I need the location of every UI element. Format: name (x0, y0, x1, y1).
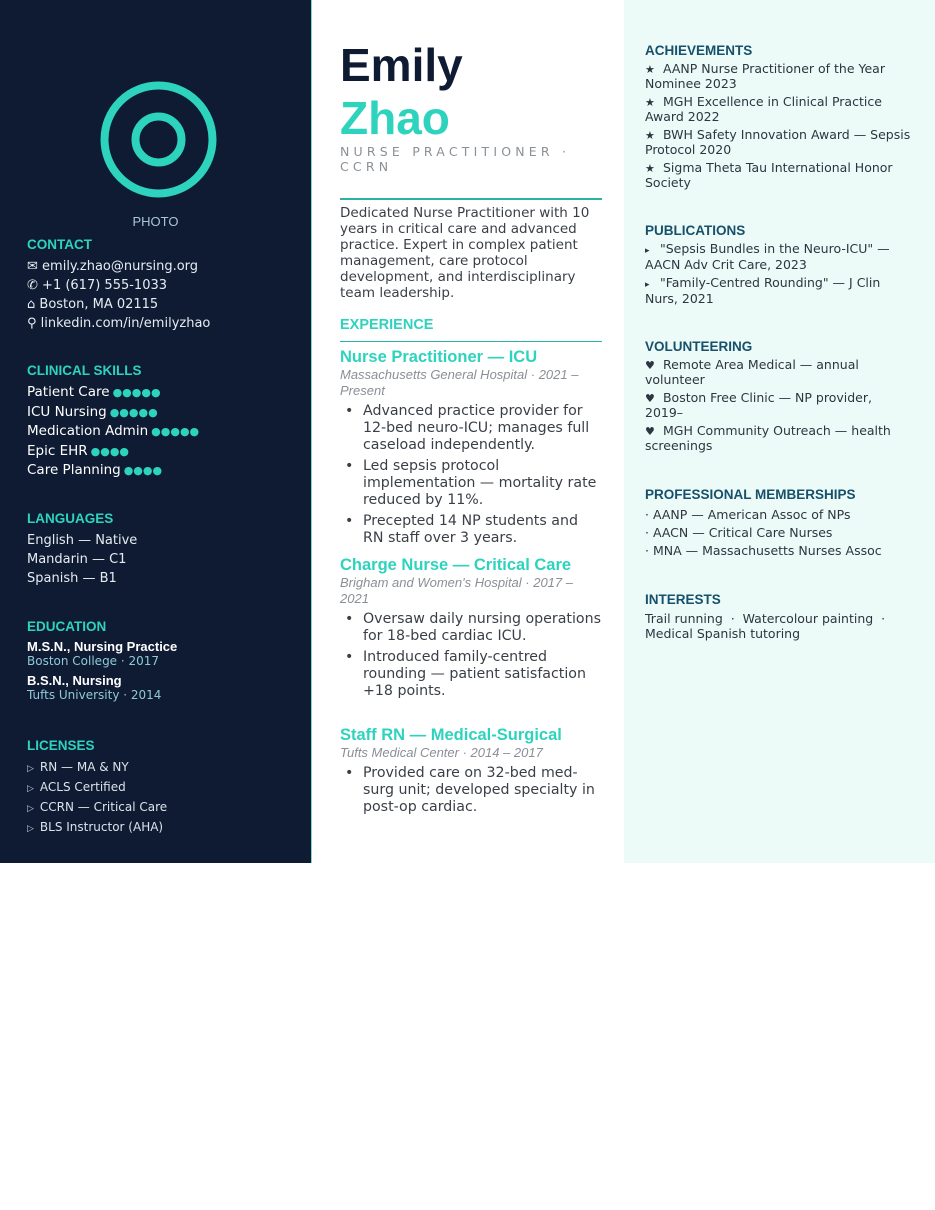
membership-item: · AACN — Critical Care Nurses (645, 525, 833, 540)
skill-item (27, 383, 297, 403)
sidebar (0, 0, 311, 863)
job-entry (340, 347, 602, 551)
triangle-right-icon: ▷ (27, 764, 34, 774)
skill-level-dots: ●●●●● (151, 425, 200, 438)
education-degree: B.S.N., Nursing (27, 673, 122, 688)
achievement-text: AANP Nurse Practitioner of the Year Nominee 2023 (645, 61, 885, 91)
education-heading: EDUCATION (27, 619, 107, 634)
heart-icon: ♥ (645, 425, 655, 438)
job-bullet: • Introduced family-centred rounding — patient satisfaction +18 points. (340, 649, 602, 700)
job-bullets (340, 403, 602, 547)
publication-text: "Sepsis Bundles in the Neuro-ICU" — AACN Adv Crit Care, 2023 (645, 241, 890, 272)
licenses-section (27, 738, 297, 838)
photo-placeholder-icon (99, 80, 218, 199)
achievement-text: MGH Excellence in Clinical Practice Award 2022 (645, 94, 882, 124)
star-icon: ★ (645, 96, 655, 109)
job-role: Charge Nurse — Critical Care (340, 556, 572, 574)
contact-location (27, 295, 297, 314)
skill-level-dots: ●●●● (123, 464, 163, 477)
license-text: CCRN — Critical Care (39, 800, 168, 814)
contact-email[interactable] (27, 257, 297, 276)
job-entry (340, 555, 602, 704)
skill-level-dots: ●●●●● (112, 386, 161, 399)
skill-name: Medication Admin (27, 423, 149, 439)
volunteering-item (645, 391, 911, 420)
heart-icon: ♥ (645, 359, 655, 372)
membership-item: · MNA — Massachusetts Nurses Assoc (645, 543, 882, 558)
job-bullets (340, 611, 602, 700)
right-column (624, 0, 935, 863)
email-icon: ✉ (27, 259, 38, 274)
contact-phone-text: +1 (617) 555-1033 (42, 278, 168, 293)
contact-section (27, 237, 297, 333)
licenses-heading: LICENSES (27, 738, 95, 753)
education-school: Tufts University · 2014 (27, 688, 162, 702)
achievement-text: BWH Safety Innovation Award — Sepsis Protocol 2020 (645, 127, 911, 157)
contact-linkedin[interactable] (27, 314, 297, 333)
skill-level-dots: ●●●●● (109, 405, 158, 419)
achievement-item (645, 62, 911, 91)
job-organization: Brigham and Women's Hospital · 2017 – 2021 (340, 575, 573, 606)
skill-item (27, 422, 297, 442)
membership-item: · AANP — American Assoc of NPs (645, 507, 851, 522)
publication-item (645, 276, 911, 306)
contact-location-text: Boston, MA 02115 (39, 297, 159, 312)
job-role: Nurse Practitioner — ICU (340, 348, 538, 366)
memberships-section (645, 487, 911, 560)
skill-item (27, 442, 297, 462)
summary-text: Dedicated Nurse Practitioner with 10 years in critical care and advanced practice. Expert in complex patient management, care protocol development, and interdisciplinary team leadership. (340, 205, 590, 301)
job-title: NURSE PRACTITIONER · CCRN (340, 144, 571, 174)
job-bullets (340, 765, 602, 816)
skills-heading: CLINICAL SKILLS (27, 363, 142, 378)
job-bullet: • Precepted 14 NP students and RN staff over 3 years. (340, 513, 602, 547)
experience-heading: EXPERIENCE (340, 317, 602, 342)
interests-text: Trail running · Watercolour painting · Medical Spanish tutoring (645, 611, 894, 641)
achievements-heading: ACHIEVEMENTS (645, 43, 753, 58)
interests-heading: INTERESTS (645, 592, 721, 607)
phone-icon: ✆ (27, 278, 38, 293)
triangle-right-icon: ▷ (27, 824, 34, 834)
job-organization: Tufts Medical Center · 2014 – 2017 (340, 745, 543, 760)
education-degree: M.S.N., Nursing Practice (27, 639, 178, 654)
main-column (311, 0, 624, 863)
home-icon: ⌂ (27, 297, 36, 312)
languages-heading: LANGUAGES (27, 511, 114, 526)
languages-section (27, 511, 297, 588)
title-divider (340, 198, 602, 200)
skill-level-dots: ●●●● (90, 444, 130, 458)
job-bullet: • Provided care on 32-bed med-surg unit; developed specialty in post-op cardiac. (340, 765, 602, 816)
license-item (27, 798, 297, 818)
triangle-right-icon: ▸ (645, 280, 650, 290)
volunteering-item (645, 358, 911, 387)
skill-item (27, 461, 297, 481)
license-item (27, 818, 297, 838)
photo-label: PHOTO (132, 214, 179, 229)
license-item (27, 758, 297, 778)
memberships-heading: PROFESSIONAL MEMBERSHIPS (645, 487, 856, 502)
contact-linkedin-text: linkedin.com/in/emilyzhao (40, 316, 211, 331)
volunteering-item (645, 424, 911, 453)
publications-heading: PUBLICATIONS (645, 223, 746, 238)
skill-item (27, 403, 297, 423)
publication-item (645, 242, 911, 272)
skills-section (27, 363, 297, 481)
language-item: Spanish — B1 (27, 571, 117, 586)
triangle-right-icon: ▷ (27, 784, 34, 794)
job-organization: Massachusetts General Hospital · 2021 – Present (340, 367, 579, 398)
contact-email-text: emily.zhao@nursing.org (42, 259, 199, 274)
last-name: Zhao (340, 92, 450, 144)
publication-text: "Family-Centred Rounding" — J Clin Nurs, 2021 (645, 275, 881, 306)
contact-heading: CONTACT (27, 237, 92, 252)
achievement-text: Sigma Theta Tau International Honor Society (645, 160, 893, 190)
skill-name: Care Planning (27, 462, 121, 478)
job-bullet: • Advanced practice provider for 12-bed neuro-ICU; manages full caseload independently. (340, 403, 602, 454)
education-section (27, 619, 297, 707)
achievements-section (645, 43, 911, 194)
volunteering-heading: VOLUNTEERING (645, 339, 753, 354)
achievement-item (645, 95, 911, 124)
volunteering-text: Boston Free Clinic — NP provider, 2019– (645, 390, 872, 420)
star-icon: ★ (645, 129, 655, 142)
triangle-right-icon: ▸ (645, 246, 650, 256)
pin-icon: ⚲ (27, 316, 37, 331)
license-text: RN — MA & NY (39, 760, 129, 774)
heart-icon: ♥ (645, 392, 655, 405)
volunteering-section (645, 339, 911, 457)
skill-name: Patient Care (27, 384, 110, 400)
achievement-item (645, 161, 911, 190)
triangle-right-icon: ▷ (27, 804, 34, 814)
star-icon: ★ (645, 63, 655, 76)
job-bullet: • Led sepsis protocol implementation — mortality rate reduced by 11%. (340, 458, 602, 509)
publications-section (645, 223, 911, 310)
license-item (27, 778, 297, 798)
language-item: English — Native (27, 533, 138, 548)
job-entry (340, 725, 602, 820)
job-bullet: • Oversaw daily nursing operations for 18-bed cardiac ICU. (340, 611, 602, 645)
skill-name: ICU Nursing (27, 403, 107, 420)
license-text: BLS Instructor (AHA) (39, 820, 164, 834)
license-text: ACLS Certified (39, 780, 126, 794)
first-name: Emily (340, 39, 463, 91)
education-school: Boston College · 2017 (27, 654, 160, 668)
interests-section (645, 592, 911, 641)
achievement-item (645, 128, 911, 157)
job-role: Staff RN — Medical-Surgical (340, 726, 562, 744)
language-item: Mandarin — C1 (27, 552, 127, 567)
skill-name: Epic EHR (27, 442, 88, 459)
contact-phone[interactable] (27, 276, 297, 295)
star-icon: ★ (645, 162, 655, 175)
volunteering-text: MGH Community Outreach — health screenings (645, 423, 891, 453)
volunteering-text: Remote Area Medical — annual volunteer (645, 357, 859, 387)
